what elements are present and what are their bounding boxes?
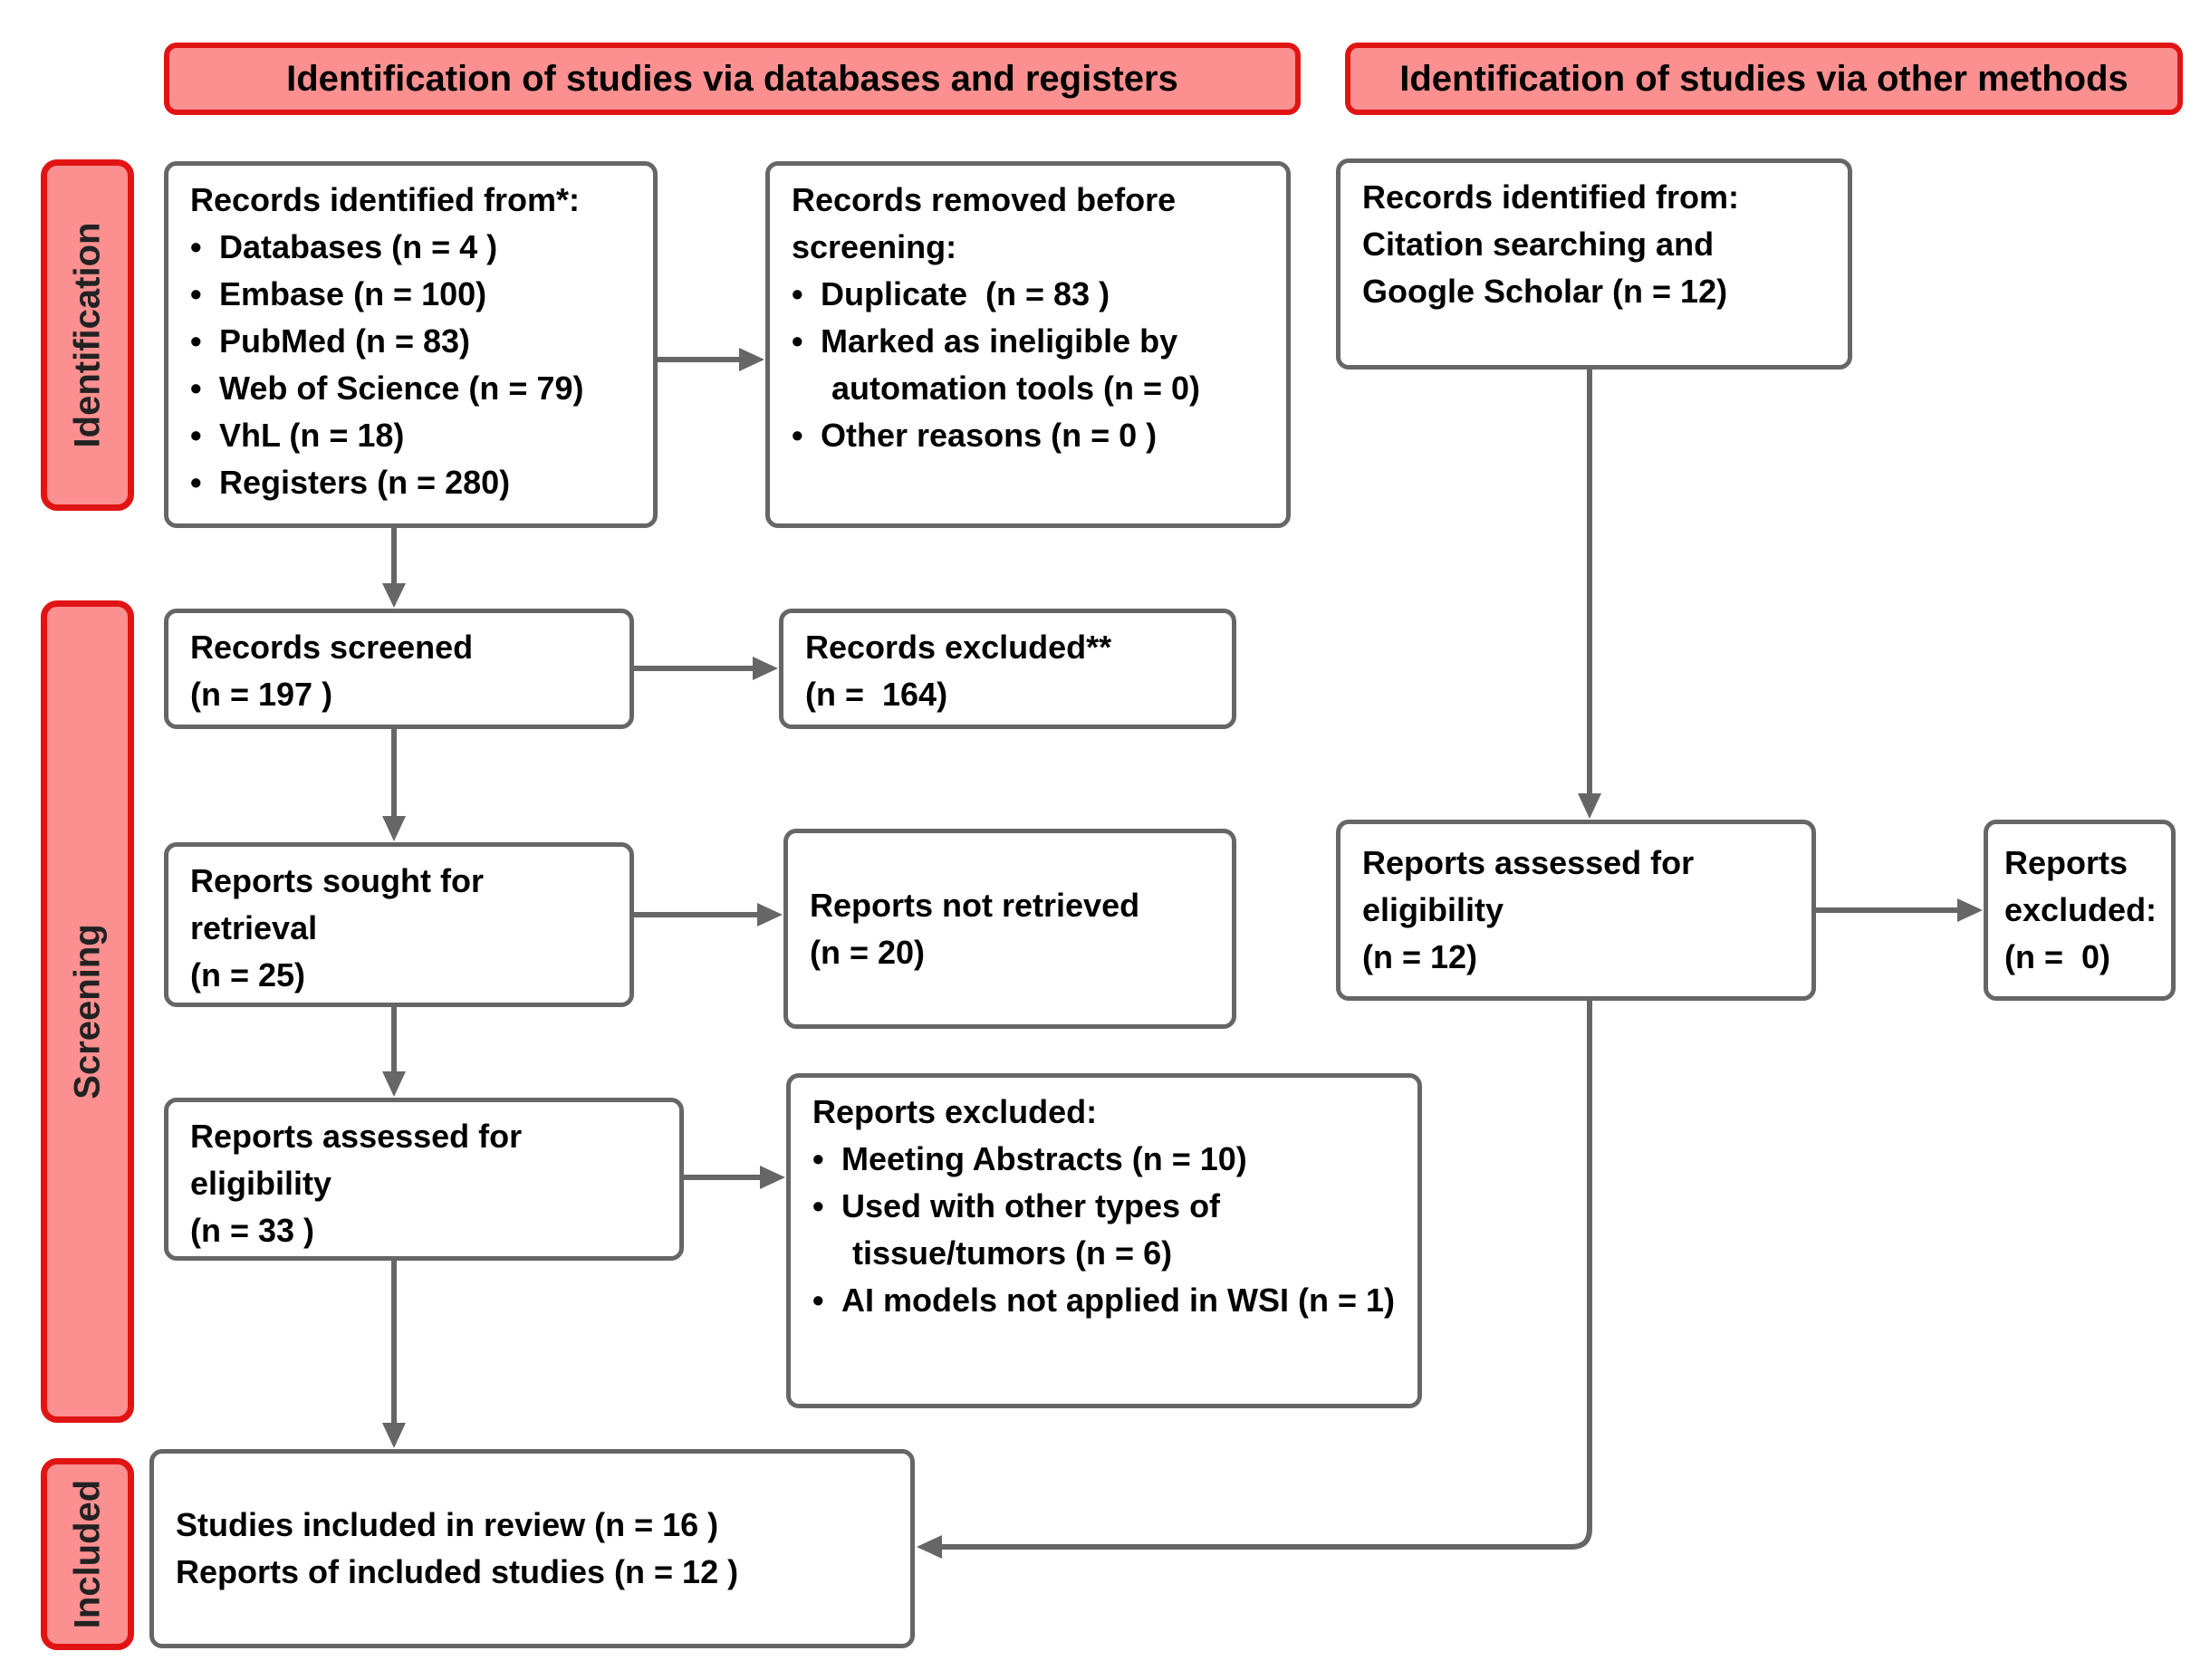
header-databases-registers-label: Identification of studies via databases and registers <box>286 58 1178 99</box>
box-reports-assessed-line-3: (n = 33 ) <box>190 1212 315 1249</box>
arrowhead-assessed-to-reasons <box>760 1166 785 1189</box>
bullet-item: • VhL (n = 18) <box>190 412 635 459</box>
box-citation-identified-line-3: Google Scholar (n = 12) <box>1362 273 1728 310</box>
box-records-screened-line-1: Records screened <box>190 629 474 666</box>
box-reports-excluded-other-line-3: (n = 0) <box>2004 938 2111 975</box>
arrowhead-assessed-other-to-excluded-other <box>1957 898 1983 922</box>
arrowhead-screened-to-sought <box>382 816 406 841</box>
arrowhead-assessed-other-to-included <box>917 1535 942 1559</box>
box-records-identified-bullets <box>190 224 635 506</box>
bullet-item: • Other reasons (n = 0 ) <box>792 412 1268 459</box>
box-reports-sought-line-2: retrieval <box>190 909 318 946</box>
box-reports-sought-line-3: (n = 25) <box>190 956 306 994</box>
bullet-item: • Databases (n = 4 ) <box>190 224 635 271</box>
arrowhead-identified-to-removed <box>739 348 764 371</box>
box-reports-not-retrieved <box>783 829 1236 1029</box>
bullet-item: • Web of Science (n = 79) <box>190 365 635 412</box>
box-reports-assessed-line-2: eligibility <box>190 1165 332 1202</box>
box-reports-excluded-reasons-title: Reports excluded: <box>812 1093 1098 1130</box>
box-records-identified <box>164 161 658 528</box>
bullet-item: • AI models not applied in WSI (n = 1) <box>812 1277 1399 1324</box>
stage-label-identification: Identification <box>67 222 107 448</box>
arrowhead-identified-to-screened <box>382 583 406 608</box>
box-reports-excluded-other <box>1984 820 2176 1001</box>
stage-band-screening <box>41 600 134 1423</box>
arrowhead-sought-to-notretrieved <box>757 903 783 926</box>
box-studies-included-line-1: Studies included in review (n = 16 ) <box>176 1506 719 1543</box>
stage-band-identification <box>41 159 134 511</box>
box-records-excluded-line-1: Records excluded** <box>805 629 1112 666</box>
box-reports-excluded-reasons <box>786 1073 1422 1408</box>
box-records-removed-bullets <box>792 271 1268 459</box>
box-records-excluded-line-2: (n = 164) <box>805 676 948 713</box>
box-reports-assessed-other <box>1336 820 1816 1001</box>
box-reports-assessed-line-1: Reports assessed for <box>190 1118 523 1155</box>
header-databases-registers <box>164 43 1301 115</box>
box-reports-assessed <box>164 1098 684 1261</box>
box-records-removed-title: Records removed before screening: <box>792 181 1186 265</box>
stage-band-included <box>41 1458 134 1650</box>
box-reports-not-retrieved-line-1: Reports not retrieved <box>810 886 1140 924</box>
box-studies-included <box>149 1449 915 1648</box>
box-citation-identified-line-1: Records identified from: <box>1362 178 1740 216</box>
box-reports-excluded-other-line-1: Reports <box>2004 844 2128 881</box>
stage-label-included: Included <box>67 1479 107 1629</box>
arrowhead-screened-to-excluded <box>753 657 778 680</box>
box-studies-included-line-2: Reports of included studies (n = 12 ) <box>176 1553 739 1590</box>
box-reports-assessed-other-line-3: (n = 12) <box>1362 938 1478 975</box>
bullet-item: • Meeting Abstracts (n = 10) <box>812 1136 1399 1183</box>
box-records-identified-title: Records identified from*: <box>190 181 581 218</box>
box-records-removed <box>765 161 1291 528</box>
arrowhead-citation-to-assessed-other <box>1578 793 1601 819</box>
box-records-screened-line-2: (n = 197 ) <box>190 676 333 713</box>
box-reports-sought <box>164 842 634 1007</box>
box-records-screened <box>164 609 634 729</box>
box-reports-excluded-other-line-2: excluded: <box>2004 891 2157 928</box>
box-reports-excluded-reasons-bullets <box>812 1136 1399 1324</box>
bullet-item: • Embase (n = 100) <box>190 271 635 318</box>
arrowhead-assessed-to-included <box>382 1423 406 1448</box>
stage-label-screening: Screening <box>67 924 107 1099</box>
header-other-methods <box>1345 43 2183 115</box>
bullet-item: • Used with other types of tissue/tumors (n = 6) <box>812 1183 1399 1277</box>
bullet-item: • Marked as ineligible by automation tools (n = 0) <box>792 318 1268 412</box>
box-citation-identified <box>1336 158 1852 370</box>
arrowhead-sought-to-assessed <box>382 1071 406 1097</box>
header-other-methods-label: Identification of studies via other methods <box>1399 58 2128 99</box>
bullet-item: • Duplicate (n = 83 ) <box>792 271 1268 318</box>
bullet-item: • Registers (n = 280) <box>190 459 635 506</box>
bullet-item: • PubMed (n = 83) <box>190 318 635 365</box>
box-reports-assessed-other-line-2: eligibility <box>1362 891 1504 928</box>
box-records-excluded <box>779 609 1236 729</box>
box-citation-identified-line-2: Citation searching and <box>1362 226 1715 263</box>
box-reports-assessed-other-line-1: Reports assessed for <box>1362 844 1695 881</box>
box-reports-sought-line-1: Reports sought for <box>190 862 484 899</box>
box-reports-not-retrieved-line-2: (n = 20) <box>810 933 926 971</box>
